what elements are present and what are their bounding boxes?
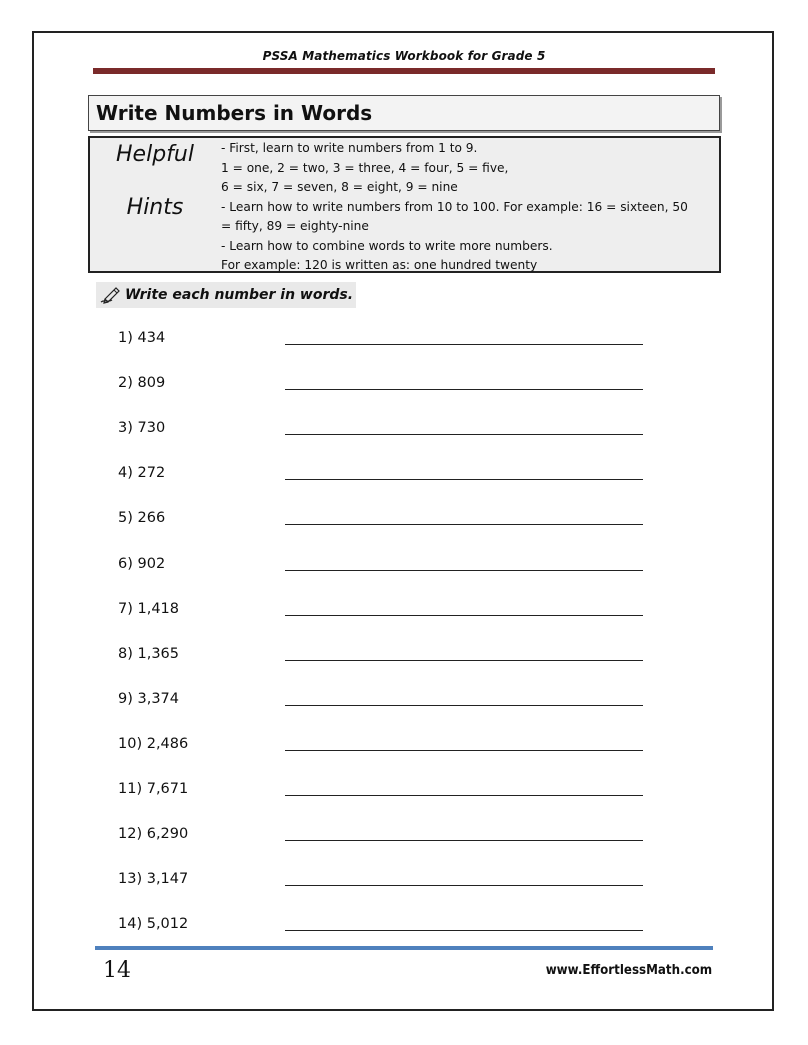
problem-row <box>0 736 808 764</box>
answer-line[interactable] <box>285 570 643 571</box>
instruction-text: Write each number in words. <box>125 287 354 303</box>
problem-number: 1) 434 <box>118 330 166 346</box>
hint-line: 6 = six, 7 = seven, 8 = eight, 9 = nine <box>221 180 458 194</box>
hints-text <box>221 139 721 276</box>
problem-number: 13) 3,147 <box>118 871 189 887</box>
instruction-banner <box>96 282 356 308</box>
hint-line: 1 = one, 2 = two, 3 = three, 4 = four, 5 = five, <box>221 160 509 175</box>
hints-label-helpful: Helpful <box>116 142 194 167</box>
problem-row <box>0 556 808 584</box>
answer-line[interactable] <box>285 750 643 751</box>
page-number: 14 <box>103 958 131 983</box>
problem-row <box>0 510 808 538</box>
hint-line: = fifty, 89 = eighty-nine <box>221 219 369 233</box>
hint-line: - First, learn to write numbers from 1 to 9. <box>221 141 478 155</box>
problem-row <box>0 916 808 944</box>
problem-number: 14) 5,012 <box>118 916 189 932</box>
problem-row <box>0 691 808 719</box>
problem-number: 10) 2,486 <box>118 736 189 752</box>
hint-line: - Learn how to combine words to write more numbers. <box>221 238 553 253</box>
answer-line[interactable] <box>285 524 643 525</box>
problem-row <box>0 420 808 448</box>
problem-row <box>0 781 808 809</box>
problem-number: 5) 266 <box>118 510 166 526</box>
problem-row <box>0 646 808 674</box>
problem-number: 7) 1,418 <box>118 601 180 617</box>
problem-number: 4) 272 <box>118 465 166 481</box>
problem-row <box>0 871 808 899</box>
header-rule <box>93 68 715 74</box>
footer-website: www.EffortlessMath.com <box>545 962 712 978</box>
answer-line[interactable] <box>285 885 643 886</box>
answer-line[interactable] <box>285 389 643 390</box>
problem-row <box>0 465 808 493</box>
hints-label-hints: Hints <box>126 195 184 220</box>
answer-line[interactable] <box>285 479 643 480</box>
hint-line: - Learn how to write numbers from 10 to 100. For example: 16 = sixteen, 50 <box>221 199 688 214</box>
problem-number: 12) 6,290 <box>118 826 189 842</box>
problem-row <box>0 330 808 358</box>
pencil-writing-icon <box>99 285 123 305</box>
problem-row <box>0 826 808 854</box>
answer-line[interactable] <box>285 344 643 345</box>
answer-line[interactable] <box>285 615 643 616</box>
answer-line[interactable] <box>285 930 643 931</box>
section-title: Write Numbers in Words <box>96 101 373 125</box>
answer-line[interactable] <box>285 660 643 661</box>
problem-number: 2) 809 <box>118 375 166 391</box>
helpful-hints-box <box>88 136 721 273</box>
answer-line[interactable] <box>285 840 643 841</box>
problem-number: 3) 730 <box>118 420 166 436</box>
answer-line[interactable] <box>285 705 643 706</box>
section-title-box <box>88 95 720 131</box>
problem-number: 6) 902 <box>118 556 166 572</box>
book-title: PSSA Mathematics Workbook for Grade 5 <box>262 49 546 63</box>
answer-line[interactable] <box>285 795 643 796</box>
answer-line[interactable] <box>285 434 643 435</box>
hint-line: For example: 120 is written as: one hundred twenty <box>221 258 538 272</box>
problem-number: 8) 1,365 <box>118 646 180 662</box>
footer-rule <box>95 946 713 950</box>
problem-row <box>0 601 808 629</box>
problem-number: 11) 7,671 <box>118 781 189 797</box>
problem-row <box>0 375 808 403</box>
problem-number: 9) 3,374 <box>118 691 180 707</box>
